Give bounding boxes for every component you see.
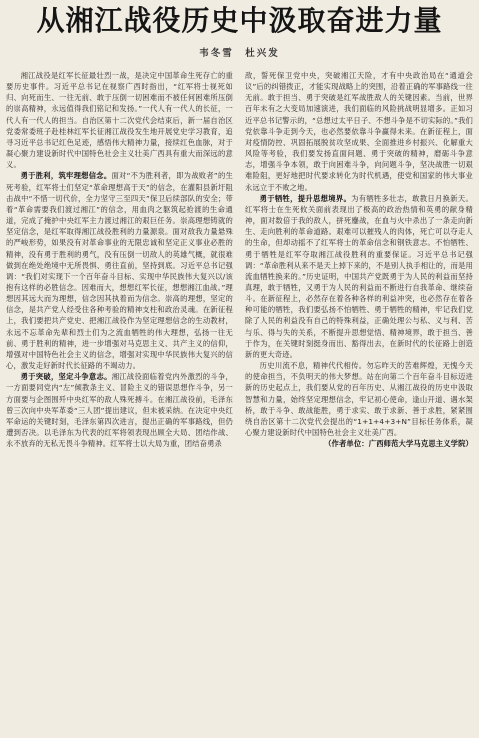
section-3-paragraph [245,193,473,360]
article-title: 从湘江战役历史中汲取奋进力量 [36,4,443,37]
section-2-body: 湘江战役面临着党内外激烈的斗争，一方面要同党内“左”倾教条主义、冒险主义的错误思想作斗争，另一方面要与企图围歼中央红军的敌人殊死搏斗。在湘江战役前，毛泽东曾三次向中央军革委“三人团”提出建议，但未被采纳。在决定中央红军命运的关键时刻，毛泽东第四次进言，提出正确的军事路线，但仍遭到否决。以毛泽东为代表的红军将领表现出顾全大局、团结作战、永不放弃的无私无畏斗争精神。红军将士以大局为重，团结奋勇杀 [6,372,233,449]
section-1-paragraph [6,170,233,371]
section-2-paragraph [6,371,233,449]
conclusion-paragraph: 历史川流不息，精神代代相传。勿忘昨天的苦难辉煌，无愧今天的使命担当，不负明天的伟大梦想。站在向第二个百年奋斗目标迈进新的历史起点上，我们要从党的百年历史、从湘江战役的历史中汲取智慧和力量，始终坚定理想信念，牢记初心使命，逢山开道、遇水架桥，敢于斗争、敢战能胜，勇于求实、敢于求新、善于求胜，紧紧围绕自治区第十二次党代会提出的“1+1+4+3+N”目标任务体系，凝心聚力建设新时代中国特色社会主义壮美广西。 [245,361,473,437]
article-column-right [245,70,473,449]
article-column-left [6,70,233,449]
section-1-body: 面对“不为胜利者，即为战败者”的生死考验，红军将士们坚定“革命理想高于天”的信念，在灌阳县新圩阻击战中“不惜一切代价，全力坚守三至四天”保卫后续部队的安全；带着“革命需要我们渡过湘江”的信念，用血肉之躯筑起抢渡的生命通道，完成了掩护中央红军主力渡过湘江的艰巨任务。崇高理想铸就的坚定信念，是红军取得湘江战役胜利的力量源泉。面对敌我力量悬殊的严峻形势，如果没有对革命事业的无限忠诚和坚定正义事业必胜的精神，没有勇于胜利的勇气，没有压倒一切敌人的英雄气概，就很难做到在绝处绝境中无所畏惧、勇往直前，坚持到底。习近平总书记强调：“我们对实现下一个百年奋斗目标、实现中华民族伟大复兴以/该抱有这样的必胜信念。因难而大，想想红军长征，想想湘江血战。”理想因其远大而为理想，信念因其执着而为信念。崇高的理想，坚定的信念，是共产党人经受住各种考验的精神支柱和政治灵魂。在新征程上，我们要把共产党史、把湘江战役作为坚定理想信念的生动教材，永远不忘革命先辈和烈士们为之流血牺牲的伟大理想，弘扬一往无前、勇于胜利的精神，进一步增强对马克思主义、共产主义的信仰，增强对中国特色社会主义的信念，增强对实现中华民族伟大复兴的信心，激发走好新时代长征路的不竭动力。 [6,171,233,371]
article-authors: 韦冬雪 杜兴发 [199,48,280,59]
section-2-heading: 勇于突破，坚定斗争意志。 [20,372,112,382]
intro-paragraph: 湘江战役是红军长征最壮烈一战，是决定中国革命生死存亡的重要历史事件。习近平总书记在视察广西时指出，“红军将士视死如归、向死而生、一往无前、敢于压倒一切困难而不被任何困难所压倒的崇高精神，永远值得我们铭记和发扬。”一代人有一代人的长征，一代人有一代人的担当。自治区第十二次党代会结束后，新一届自治区党委常委班子赴桂林红军长征湘江战役发生地开展党史学习教育，追寻习近平总书记红色足迹，感悟伟大精神力量，接续红色血脉，对于凝心聚力建设新时代中国特色社会主义壮美广西具有重大而深远的意义。 [6,71,233,170]
section-3-heading: 勇于牺牲，提升思想境界。 [259,193,352,203]
author-unit: （作者单位：广西师范大学马克思主义学院） [324,439,473,449]
section-1-heading: 勇于胜利，筑牢理想信念。 [20,171,112,181]
section-2-continuation: 敌，誓死保卫党中央，突破湘江天险，才有中央政治局在“通道会议”后的纠错拨正，才能实现战略上的突围，沿着正确的军事路线一往无前。敢于担当、勇于突破是红军战胜敌人的关键因素。当前，世界百年未有之大变局加速演进，我们面临的风险挑战明显增多。正如习近平总书记警示的，“总想过太平日子、不想斗争是不切实际的。”我们党依靠斗争走到今天，也必然要依靠斗争赢得未来。在新征程上，面对疫情防控、巩固拓展脱贫攻坚成果、全面推进乡村振兴、化解重大风险等考验，我们要发扬直面问题、勇于突破的精神，磨砺斗争意志，增强斗争本领，敢于向困难斗争，向问题斗争，坚决战胜一切艰难险阻，更好地把时代要求转化为时代机遇，使党和国家的伟大事业永远立于不败之地。 [245,71,473,192]
section-3-body: 为有牺牲多壮志，敢教日月换新天。红军将士在生死攸关面前表现出了极高的政治热情和英勇的献身精神，面对数倍于我的敌人，拼死鏖战，在血与火中杀出了一条走向新生、走向胜利的革命道路。艰难可以摧残人的肉体，死亡可以夺走人的生命，但却动摇不了红军将士的革命信念和钢铁意志。不怕牺牲、勇于牺牲是红军夺取湘江战役胜利的重要保证。习近平总书记强调：“革命胜利从来不是天上掉下来的，不是别人执手相让的，而是用流血牺牲换来的。”历史证明，中国共产党既勇于为人民的利益而坚持真理，敢于牺牲，又勇于为人民的利益而不断进行自我革命、继续奋斗。在新征程上，必然存在着各种各样的利益冲突，也必然存在着各种可能的牺牲，我们要弘扬不怕牺牲、勇于牺牲的精神，牢记我们党除了人民的利益没有自己的特殊利益，正确处理公与私、义与利、苦与乐、得与失的关系，不断提升思想觉悟、精神境界，敢于担当、善于作为，在关键时刻挺身而出、豁得出去，在新时代的长征路上创造新的更大奇迹。 [245,193,473,359]
